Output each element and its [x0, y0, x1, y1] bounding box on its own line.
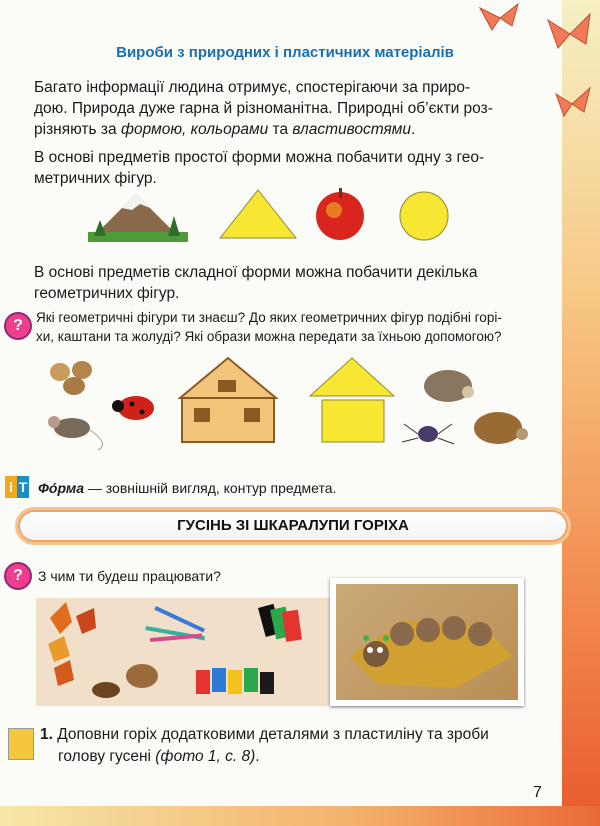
simple-shapes-line-2: метричних фігур.: [34, 170, 157, 187]
mountain-image: [88, 194, 188, 242]
question-1-line-1: Які геометричні фігури ти знаєш? До яких геометричних фігур подібні горі-: [36, 310, 502, 325]
walnuts-image: [50, 361, 92, 395]
complex-shapes-line-1: В основі предметів складної форми можна побачити декілька: [34, 264, 478, 281]
craft-banner: ГУСІНЬ ЗІ ШКАРАЛУПИ ГОРІХА: [18, 510, 568, 542]
autumn-leaves-image: [48, 602, 96, 686]
question-1-line-2: хи, каштани та жолуді? Які образи можна передати за їхньою допомогою?: [36, 329, 502, 344]
apple-image: [316, 188, 364, 240]
definition-text: — зовнішній вигляд, контур предмета.: [84, 480, 337, 496]
materials-illustration: [36, 598, 332, 706]
simple-shapes-line-1: В основі предметів простої форми можна побачити одну з гео-: [34, 149, 485, 166]
section-title: Вироби з природних і пластичних матеріалів: [116, 44, 454, 61]
question-icon: ?: [4, 562, 32, 590]
caterpillar-image: [336, 584, 518, 700]
colored-paper-image: [258, 604, 302, 642]
definition-term: Фо́рма: [38, 480, 84, 496]
task-line-1: 1. Доповни горіх додатковими деталями з пластиліну та зроби: [40, 726, 489, 743]
ladybug-image: [112, 396, 154, 420]
page-number: 7: [533, 784, 542, 801]
mouse-image: [48, 416, 103, 450]
materials-strip: [36, 598, 332, 706]
task-number: 1.: [40, 726, 53, 743]
house-shape: [180, 358, 276, 442]
info-icon: i T: [5, 476, 31, 498]
intro-line-3: різняють за формою, кольорами та властивостями.: [34, 121, 416, 138]
task-line-2: голову гусені (фото 1, с. 8).: [58, 748, 260, 765]
plasticine-image: [196, 668, 274, 694]
question-2: З чим ти будеш працювати?: [38, 568, 221, 584]
spider-image: [402, 424, 454, 444]
simple-shapes-illustration: [88, 186, 488, 252]
complex-shapes-illustration: [40, 352, 540, 462]
modeling-tools-image: [145, 606, 205, 642]
task-reference: (фото 1, с. 8): [155, 748, 256, 765]
hedgehog-image: [424, 370, 474, 402]
circle-shape: [400, 192, 448, 240]
caterpillar-photo: [330, 578, 524, 706]
triangle-shape: [220, 190, 296, 238]
question-icon: ?: [4, 312, 32, 340]
definition: [38, 478, 336, 499]
intro-line-1: Багато інформації людина отримує, спостерігаючи за приро-: [34, 79, 471, 96]
emphasis-form-colors: формою, кольорами: [120, 121, 269, 138]
walnut-shells-image: [92, 664, 158, 698]
triangle-square-shape: [310, 358, 394, 442]
emphasis-properties: властивостями: [292, 121, 412, 138]
intro-line-2: дою. Природа дуже гарна й різноманітна. Природні об’єкти роз-: [34, 100, 493, 117]
scissors-icon: [8, 728, 34, 760]
complex-shapes-line-2: геометричних фігур.: [34, 285, 180, 302]
turtle-image: [474, 412, 528, 444]
decorative-bottom-band: [0, 806, 600, 826]
